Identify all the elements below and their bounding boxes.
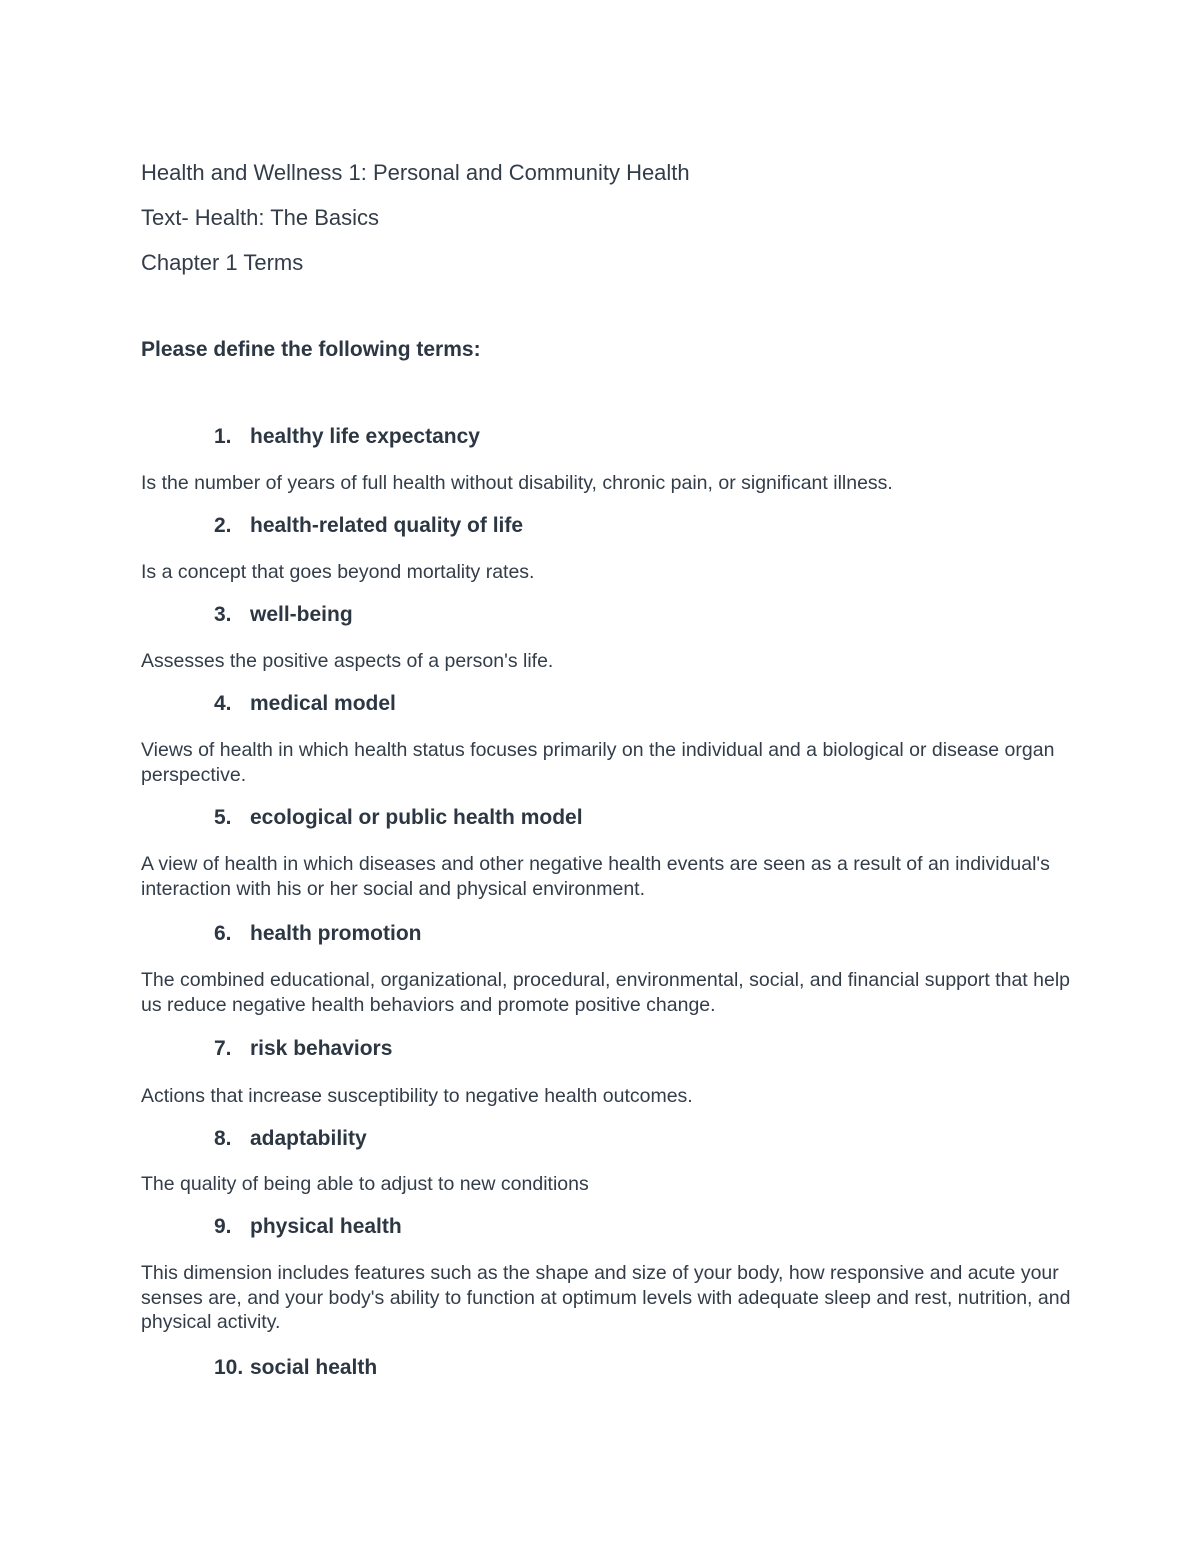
term-number: 2.	[214, 514, 232, 537]
term-number: 4.	[214, 692, 232, 715]
term-label: physical health	[250, 1215, 402, 1238]
term-heading	[214, 602, 353, 628]
term-definition: A view of health in which diseases and other negative health events are seen as a result of an individual's interaction with his or her social and physical environment.	[141, 853, 1050, 900]
term-definition: Is a concept that goes beyond mortality rates.	[141, 561, 535, 583]
term-label: health promotion	[250, 922, 422, 945]
term-definition: Views of health in which health status focuses primarily on the individual and a biological or disease organ perspective.	[141, 739, 1055, 786]
term-heading	[214, 921, 422, 947]
term-number: 7.	[214, 1037, 232, 1060]
term-definition: Assesses the positive aspects of a person's life.	[141, 650, 554, 672]
term-heading	[214, 424, 480, 450]
term-heading	[214, 1126, 367, 1152]
term-definition: This dimension includes features such as the shape and size of your body, how responsive and acute your senses are, and your body's ability to function at optimum levels with adequate sleep and rest, nutrition, and physical activity.	[141, 1262, 1071, 1333]
textbook-title: Text- Health: The Basics	[141, 205, 380, 230]
term-label: ecological or public health model	[250, 806, 583, 829]
term-label: medical model	[250, 692, 396, 715]
term-definition: The combined educational, organizational, procedural, environmental, social, and financial support that help us reduce negative health behaviors and promote positive change.	[141, 969, 1070, 1016]
term-number: 10.	[214, 1356, 244, 1379]
term-label: health-related quality of life	[250, 514, 524, 537]
term-number: 1.	[214, 425, 232, 448]
course-title: Health and Wellness 1: Personal and Community Health	[141, 160, 690, 185]
term-heading	[214, 513, 523, 539]
term-label: well-being	[250, 603, 353, 626]
term-heading	[214, 805, 583, 831]
term-heading	[214, 1355, 377, 1381]
term-label: adaptability	[250, 1127, 367, 1150]
instruction-heading: Please define the following terms:	[141, 338, 481, 361]
term-number: 6.	[214, 922, 232, 945]
term-definition: The quality of being able to adjust to new conditions	[141, 1173, 589, 1195]
term-definition: Is the number of years of full health without disability, chronic pain, or significant illness.	[141, 472, 893, 494]
chapter-title: Chapter 1 Terms	[141, 250, 304, 275]
term-number: 3.	[214, 603, 232, 626]
term-label: social health	[250, 1356, 378, 1379]
term-heading	[214, 1036, 392, 1062]
term-definition: Actions that increase susceptibility to negative health outcomes.	[141, 1085, 693, 1107]
term-label: risk behaviors	[250, 1037, 393, 1060]
term-number: 9.	[214, 1215, 232, 1238]
term-number: 8.	[214, 1127, 232, 1150]
term-number: 5.	[214, 806, 232, 829]
term-heading	[214, 691, 396, 717]
term-heading	[214, 1214, 402, 1240]
term-label: healthy life expectancy	[250, 425, 480, 448]
